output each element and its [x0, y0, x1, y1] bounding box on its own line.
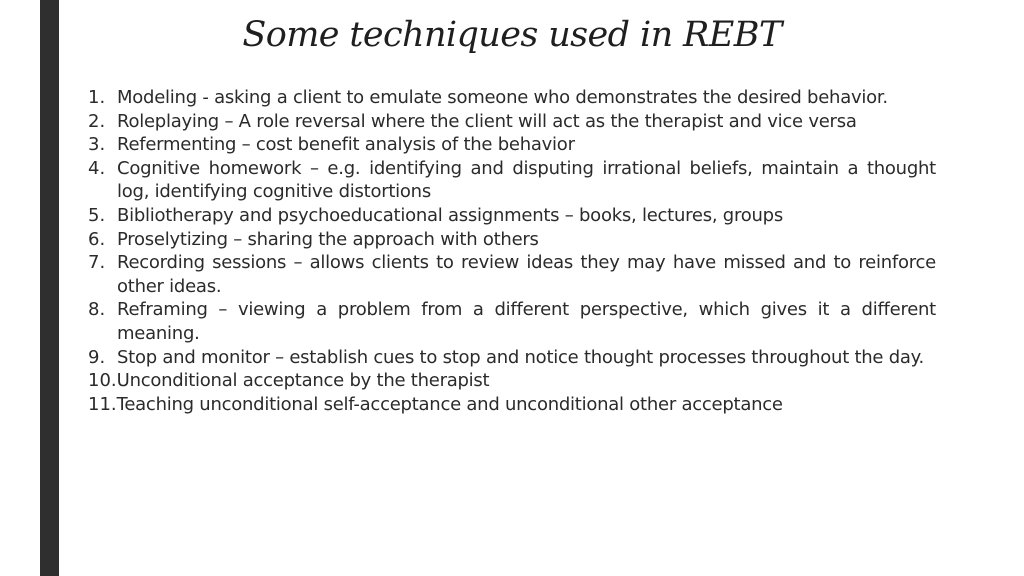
list-item [88, 157, 936, 204]
list-item-text: Unconditional acceptance by the therapist [116, 370, 490, 392]
list-item [88, 298, 936, 345]
list-item-text: Cognitive homework – e.g. identifying and disputing irrational beliefs, maintain a thought log, identifying cognitive distortions [117, 157, 936, 203]
list-item-text: Recording sessions – allows clients to review ideas they may have missed and to reinforce other ideas. [117, 252, 936, 297]
list-item-text: Refermenting – cost benefit analysis of the behavior [117, 134, 575, 156]
list-item-text: Stop and monitor – establish cues to stop and notice thought processes throughout the day. [117, 346, 924, 368]
list-item [88, 110, 936, 134]
list-item-number: 11. [88, 393, 117, 415]
list-item-text: Proselytizing – sharing the approach with others [117, 228, 539, 250]
list-item-number: 3. [88, 134, 106, 156]
list-item-number: 8. [88, 299, 106, 321]
list-item-text: Reframing – viewing a problem from a different perspective, which gives it a different meaning. [117, 299, 936, 344]
list-item-number: 6. [88, 228, 106, 250]
techniques-list [88, 86, 936, 416]
list-item [88, 133, 936, 157]
list-item-text: Modeling - asking a client to emulate someone who demonstrates the desired behavior. [117, 87, 888, 108]
list-item-text: Bibliotherapy and psychoeducational assignments – books, lectures, groups [117, 204, 783, 226]
list-item-number: 2. [88, 110, 106, 132]
list-item-number: 9. [88, 346, 106, 368]
list-item-text: Roleplaying – A role reversal where the client will act as the therapist and vice versa [117, 110, 857, 132]
list-item [88, 369, 936, 393]
list-item [88, 393, 936, 417]
list-item-number: 1. [88, 87, 106, 108]
list-item [88, 204, 936, 228]
list-item [88, 86, 936, 110]
left-accent-bar [40, 0, 59, 576]
list-item [88, 228, 936, 252]
list-item-number: 10. [88, 370, 117, 392]
list-item-number: 5. [88, 204, 106, 226]
slide-title: Some techniques used in REBT [242, 15, 782, 55]
list-item-number: 7. [88, 252, 106, 274]
list-item [88, 251, 936, 298]
list-item [88, 346, 936, 370]
list-item-number: 4. [88, 157, 106, 179]
list-item-text: Teaching unconditional self-acceptance and unconditional other acceptance [116, 393, 783, 415]
